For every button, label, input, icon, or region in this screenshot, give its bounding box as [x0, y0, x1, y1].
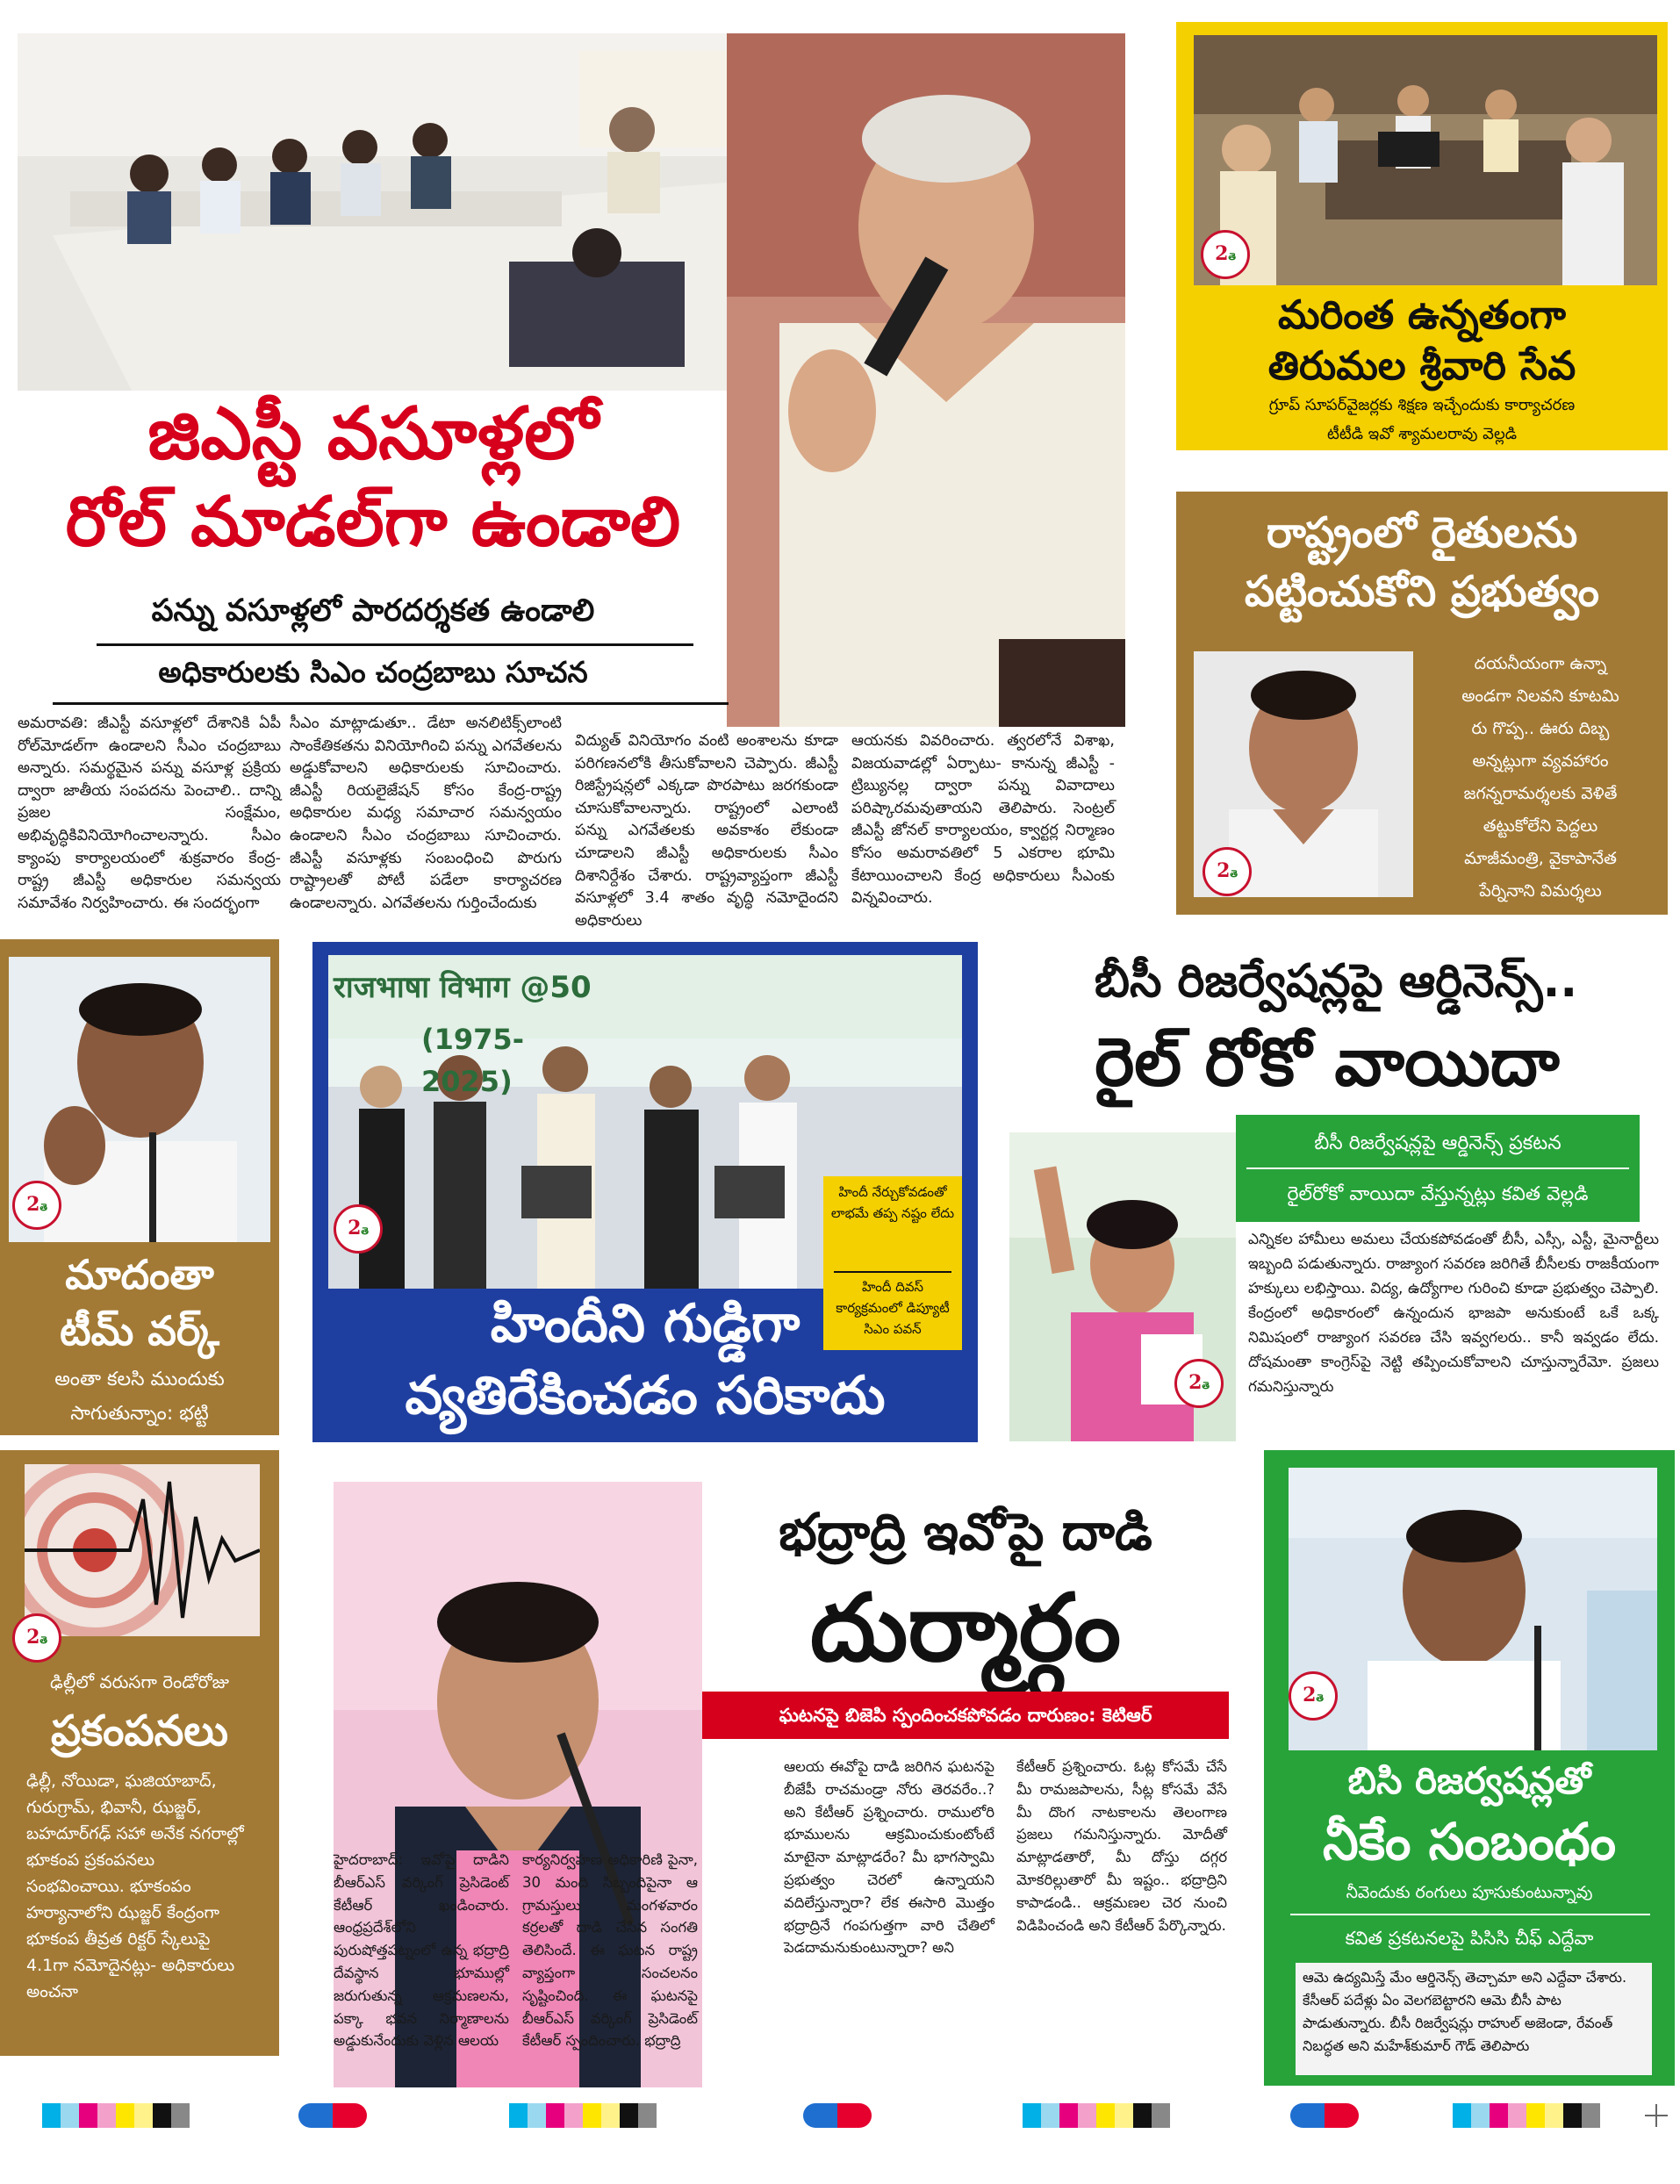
- story3-headline-1: రాష్ట్రంలో రైతులను: [1266, 508, 1578, 557]
- story2-sub-1: గ్రూప్ సూపర్‌వైజర్లకు శిక్షణ ఇచ్చేందుకు కార్యాచరణ: [1268, 396, 1576, 414]
- story8-column-2: కార్యనిర్వహణ అధికారిణి పైనా, 30 మంది సిబ్బందిపైనా ఆ గ్రామస్తులు మంగళవారం కర్రలతో దాడి చేసిన సంగతి తెలిసిందే. ఈ ఘటన రాష్ట్ర వ్యాప్తంగా సంచలనం సృష్టించింది. ఈ ఘటనపై బీఆర్ఎస్ వర్కింగ్ ప్రెసిడెంట్ కేటీఆర్ స్పందించారు. భద్రాద్రి: [522, 1851, 698, 2050]
- subhead2-rule: [53, 702, 729, 705]
- color-registration-pill: [1290, 2103, 1359, 2128]
- story5-headline-1: హిందీని గుడ్డిగా: [490, 1293, 801, 1354]
- cm-speaking-photo: [727, 33, 1125, 727]
- story3-headline-2: పట్టించుకోని ప్రభుత్వం: [1245, 567, 1599, 616]
- story1-headline-1: జిఎస్టీ వసూళ్లలో: [147, 392, 599, 476]
- story3-bullets: [1422, 648, 1659, 911]
- color-registration-pill: [803, 2103, 872, 2128]
- ttd-meeting-photo: [1194, 35, 1657, 285]
- bullet-line: మాజీమంత్రి, వైకాపానేత: [1464, 849, 1617, 868]
- story6-headline-1: బీసీ రిజర్వేషన్లపై ఆర్డినెన్స్..: [1094, 955, 1578, 1008]
- page-badge: 2తె: [1289, 1671, 1338, 1721]
- story8-headline-2: దుర్మార్గం: [809, 1574, 1122, 1682]
- story5-headline-2: వ్యతిరేకించడం సరికాదు: [405, 1365, 886, 1426]
- story1-column-2: సీఎం మాట్లాడుతూ.. డేటా అనలిటిక్స్‌లాంటి సాంకేతికతను వినియోగించి పన్ను ఎగవేతలను అడ్డుకోవాలని అధికారులకు సూచించారు. జీఎస్టీ రియలైజేషన్ కోసం కేంద్ర-రాష్ట్ర అధికారుల మధ్య సమాచార సమన్వయం ఉండాలని సీఎం చంద్రబాబు సూచించారు. జీఎస్టీ వసూళ్లకు సంబంధించి పొరుగు రాష్ట్రాలతో పోటీ పడేలా కార్యాచరణ ఉండాలన్నారు. ఎగవేతలను గుర్తించేందుకు: [290, 715, 562, 912]
- color-registration-bar: [509, 2103, 667, 2128]
- story1-headline-2: రోల్ మాడల్‌గా ఉండాలి: [65, 483, 681, 562]
- color-registration-pill: [298, 2103, 367, 2128]
- quote-rule: [834, 1271, 951, 1273]
- story9-body: ఆమె ఉద్యమిస్తే మేం ఆర్డినెన్స్ తెచ్చామా అని ఎద్దేవా చేశారు. కేసీఆర్ పదేళ్లు ఏం వెలగబెట్టారని ఆమె బీసీ పాట పాడుతున్నారు. బీసీ రిజర్వేషన్లు రాహుల్ అజెండా, రేవంత్ నిబద్ధత అని మహేశ్‌కుమార్ గౌడ్ తెలిపారు: [1303, 1969, 1627, 2054]
- story6-sub-2: రైల్‌రోకో వాయిదా వేస్తున్నట్లు కవిత వెల్లడి: [1287, 1183, 1589, 1205]
- story7-sub: ఢిల్లీలో వరుసగా రెండోరోజు: [50, 1671, 229, 1692]
- quote-1: హిందీ నేర్చుకోవడంతో లాభమే తప్ప నష్టం లేదు: [830, 1184, 955, 1221]
- story9-sub-2: కవిత ప్రకటనలపై పిసిసి చీఫ్ ఎద్దేవా: [1345, 1928, 1594, 1949]
- story8-column-4: కేటీఆర్ ప్రశ్నించారు. ఓట్ల కోసమే చేసే మీ రామజపాలను, సీట్ల కోసమే వేసే మీ దొంగ నాటకాలను తెలంగాణ ప్రజలు గమనిస్తున్నారు. మోదీతో మాట్లాడతారో, మీ దోస్తు దగ్గర మోకరిల్లుతారో మీ ఇష్టం.. భద్రాద్రిని కాపాడండి.. ఆక్రమణల చెర నుంచి విడిపించండి అని కేటీఆర్ పేర్కొన్నారు.: [1016, 1758, 1227, 1934]
- bullet-line: దయనీయంగా ఉన్నా: [1474, 654, 1607, 673]
- story6-sub-rule: [1246, 1167, 1629, 1169]
- banner-text: राजभाषा विभाग @50: [334, 970, 592, 1005]
- page-badge: 2తె: [12, 1181, 61, 1230]
- bullet-line: పేర్నినాని విమర్శలు: [1479, 881, 1602, 901]
- bullet-line: తట్టుకోలేని పెద్దలు: [1483, 816, 1598, 836]
- story1-column-4: ఆయనకు వివరించారు. త్వరలోనే విశాఖ, విజయవాడల్లో ఏర్పాటు- కానున్న జీఎస్టీ - ట్రిబ్యునల్ల ద్వారా పన్ను వివాదాలు పరిష్కారమవుతాయని తెలిపారు. సెంట్రల్ జీఎస్టీ జోనల్ కార్యాలయం, క్వార్టర్ల నిర్మాణం కోసం అమరావతిలో 5 ఎకరాల భూమి కేటాయించాలని కేంద్ర అధికారులు సీఎంకు విన్నవించారు.: [851, 732, 1115, 908]
- bullet-line: రు గొప్ప.. ఊరు దిబ్బ: [1471, 719, 1610, 738]
- story1-subhead2: అధికారులకు సిఎం చంద్రబాబు సూచన: [158, 655, 588, 689]
- story7-headline: ప్రకంపనలు: [51, 1706, 228, 1756]
- color-registration-bar: [42, 2103, 200, 2128]
- story1-column-1: అమరావతి: జీఎస్టీ వసూళ్లలో దేశానికి ఏపీ రోల్‌మోడల్‌గా ఉండాలని సీఎం చంద్రబాబు అన్నారు. సమర్థమైన పన్ను వసూళ్ల ప్రక్రియ ద్వారా జాతీయ సంపదను పెంచాలి.. దాన్ని ప్రజల సంక్షేమం, అభివృద్ధికివినియోగించాలన్నారు. సీఎం క్యాంపు కార్యాలయంలో శుక్రవారం కేంద్ర-రాష్ట్ర జీఎస్టీ అధికారుల సమన్వయ సమావేశం నిర్వహించారు. ఈ సందర్భంగా: [18, 715, 281, 912]
- story9-sub-1: నీవెందుకు రంగులు పూసుకుంటున్నావు: [1346, 1883, 1593, 1902]
- story8-sub: ఘటనపై బిజెపి స్పందించకపోవడం దారుణం: కెటిఆర్: [779, 1705, 1152, 1726]
- story4-headline-1: మాదంతా: [65, 1251, 214, 1298]
- story1-column-3: విద్యుత్ వినియోగం వంటి అంశాలను కూడా పరిగణనలోకి తీసుకోవాలని చెప్పారు. జీఎస్టీ రిజిస్ట్రేషన్లలో ఎక్కడా పొరపాటు జరగకుండా చూసుకోవాలన్నారు. రాష్ట్రంలో ఎలాంటి పన్ను ఎగవేతలకు అవకాశం లేకుండా చూడాలని జీఎస్టీ అధికారులకు సీఎం దిశానిర్దేశం చేశారు. రాష్ట్రవ్యాప్తంగా జీఎస్టీ వసూళ్లలో 3.4 శాతం వృద్ధి నమోదైందని అధికారులు: [575, 732, 838, 930]
- color-registration-bar: [1023, 2103, 1181, 2128]
- story6-sub-1: బీసీ రిజర్వేషన్లపై ఆర్డినెన్స్ ప్రకటన: [1314, 1132, 1562, 1154]
- bullet-line: జగన్నరామర్శలకు వెళితే: [1463, 784, 1618, 803]
- mahesh-goud-photo: [1289, 1468, 1657, 1750]
- story2-headline-2: తిరుమల శ్రీవారి సేవ: [1267, 342, 1576, 389]
- story7-body: ఢిల్లీ, నోయిడా, ఘజియాబాద్, గురుగ్రామ్, భివానీ, ఝజ్జర్, బహదూర్‌గఢ్ సహా అనేక నగరాల్లో భూకంప ప్రకంపనలు సంభవించాయి. భూకంపం హర్యానాలోని ఝజ్జర్ కేంద్రంగా భూకంప తీవ్రత రిక్టర్ స్కేలుపై 4.1గా నమోదైనట్లు- అధికారులు అంచనా: [26, 1771, 244, 2001]
- seismograph-photo: [25, 1464, 260, 1636]
- banner-years: (1975-2025): [421, 1023, 524, 1098]
- page-badge: 2తె: [1174, 1359, 1224, 1408]
- story4-headline-2: టీమ్ వర్క్: [60, 1307, 219, 1354]
- color-registration-bar: [1453, 2103, 1611, 2128]
- story6-headline-2: రైల్ రోకో వాయిదా: [1095, 1023, 1560, 1101]
- story8-column-3: ఆలయ ఈవోపై దాడి జరిగిన ఘటనపై బీజేపీ రాచమండ్రా నోరు తెరవరేం..? అని కేటీఆర్ ప్రశ్నించారు. రాములోరి భూములను ఆక్రమించుకుంటోంటే మాటైనా మాట్లాడరేం? మీ భాగస్వామి ప్రభుత్వం చెరలో ఉన్నాయని వదిలేస్తున్నారా? లేక ఈసారి మొత్తం భద్రాద్రినే గంపగుత్తగా వారి చేతిలో పెడదామనుకుంటున్నారా? అని: [784, 1758, 994, 1957]
- story2-headline-1: మరింత ఉన్నతంగా: [1278, 291, 1566, 338]
- story4-sub-2: సాగుతున్నాం: భట్టి: [70, 1403, 209, 1425]
- story9-sub-rule: [1290, 1914, 1650, 1915]
- bullet-line: అండగా నిలవని కూటమి: [1461, 686, 1619, 706]
- page-badge: 2తె: [1203, 847, 1252, 896]
- story1-subhead: పన్ను వసూళ్లలో పారదర్శకత ఉండాలి: [151, 593, 595, 629]
- meeting-photo: [18, 33, 727, 391]
- story2-sub-2: టీటీడి ఇవో శ్యామలరావు వెల్లడి: [1326, 425, 1518, 443]
- page-badge: 2తె: [12, 1613, 61, 1663]
- story4-sub-1: అంతా కలసి ముందుకు: [54, 1369, 225, 1390]
- story8-column-1: హైదరాబాద్: ఇవోపై దాడిని బీఆర్ఎస్ వర్కింగ్ ప్రెసిడెంట్ కేటీఆర్ ఖండించారు. ఆంధ్రప్రదేశ్‌లోని పురుషోత్తపట్నంలో ఉన్న భద్రాద్రి దేవస్థాన భూముల్లో జరుగుతున్న ఆక్రమణలను, పక్కా భవన నిర్మాణాలను అడ్డుకునేందుకు వెళ్లిన ఆలయ: [334, 1851, 509, 2050]
- page-badge: 2తె: [1201, 230, 1250, 279]
- story8-headline-1: భద్రాద్రి ఇవోపై దాడి: [779, 1502, 1152, 1562]
- crop-mark: [1645, 2115, 1668, 2116]
- subhead-rule: [97, 643, 693, 646]
- bullet-line: అన్నట్లుగా వ్యవహారం: [1472, 751, 1609, 771]
- quote-2: హిందీ దివస్ కార్యక్రమంలో డిప్యూటీ సిఎం పవన్: [836, 1279, 950, 1337]
- story9-headline-1: బిసి రిజర్వషన్లతో: [1347, 1759, 1591, 1802]
- page-badge: 2తె: [334, 1204, 383, 1254]
- story9-headline-2: నీకేం సంబంధం: [1323, 1812, 1616, 1871]
- story6-body: ఎన్నికల హామీలు అమలు చేయకపోవడంతో బీసీ, ఎస్సీ, ఎస్టీ, మైనార్టీలు ఇబ్బంది పడుతున్నారు. రాజ్యాంగ సవరణ జరిగితే బీసీలకు రాజకీయంగా హక్కులు లభిస్తాయి. విద్య, ఉద్యోగాల గురించి కూడా ప్రభుత్వం చెప్పాలి. కేంద్రంలో అధికారంలో ఉన్నందున భాజపా అనుకుంటే ఒకే ఒక్క నిమిషంలో రాజ్యాంగ సవరణ చేసి ఇవ్వగలరు.. కానీ ఇవ్వడం లేదు. దోషమంతా కాంగ్రెస్‌పై నెట్టి తప్పించుకోవాలని చూస్తున్నారేమో. ప్రజలు గమనిస్తున్నారు: [1248, 1231, 1659, 1396]
